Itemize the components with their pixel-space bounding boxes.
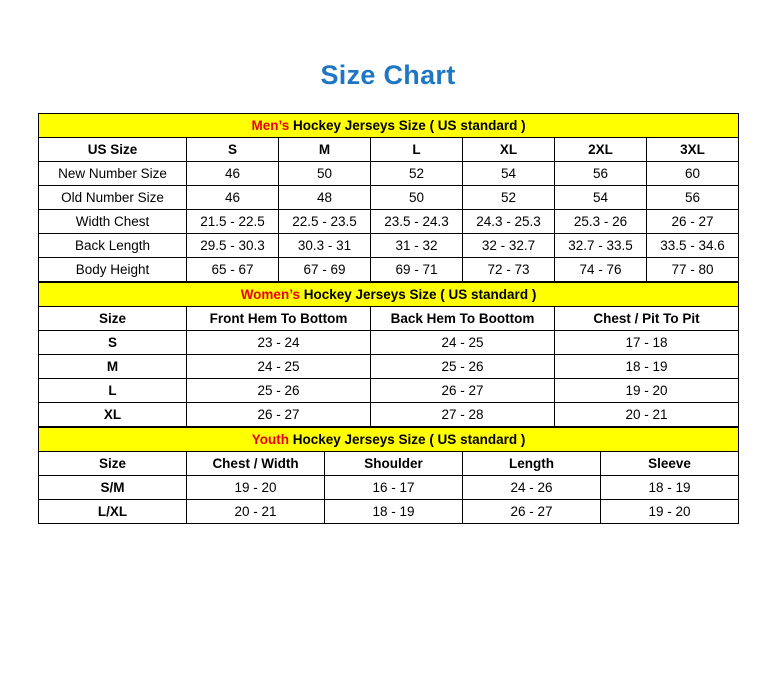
cell: 46 <box>187 186 279 210</box>
row-label: Back Length <box>39 234 187 258</box>
row-label: S/M <box>39 476 187 500</box>
table-row <box>39 379 739 403</box>
table-band-row <box>39 114 739 138</box>
cell: 17 - 18 <box>555 331 739 355</box>
cell: 29.5 - 30.3 <box>187 234 279 258</box>
cell: 50 <box>279 162 371 186</box>
cell: 33.5 - 34.6 <box>647 234 739 258</box>
cell: 23.5 - 24.3 <box>371 210 463 234</box>
cell: 24 - 25 <box>371 331 555 355</box>
cell: 72 - 73 <box>463 258 555 282</box>
mens-size-table <box>38 113 739 282</box>
womens-col-header: Front Hem To Bottom <box>187 307 371 331</box>
womens-size-table <box>38 282 739 427</box>
size-chart-tables <box>38 113 738 524</box>
youth-col-header: Chest / Width <box>187 452 325 476</box>
cell: 56 <box>647 186 739 210</box>
table-row <box>39 234 739 258</box>
mens-col-header: S <box>187 138 279 162</box>
mens-col-header: XL <box>463 138 555 162</box>
cell: 69 - 71 <box>371 258 463 282</box>
cell: 32.7 - 33.5 <box>555 234 647 258</box>
table-row <box>39 355 739 379</box>
cell: 46 <box>187 162 279 186</box>
cell: 25.3 - 26 <box>555 210 647 234</box>
cell: 60 <box>647 162 739 186</box>
table-row <box>39 500 739 524</box>
table-header-row <box>39 138 739 162</box>
cell: 16 - 17 <box>325 476 463 500</box>
cell: 18 - 19 <box>601 476 739 500</box>
youth-band-accent: Youth <box>251 432 289 447</box>
cell: 27 - 28 <box>371 403 555 427</box>
cell: 19 - 20 <box>187 476 325 500</box>
cell: 52 <box>371 162 463 186</box>
cell: 54 <box>555 186 647 210</box>
youth-band <box>39 428 739 452</box>
cell: 19 - 20 <box>601 500 739 524</box>
cell: 25 - 26 <box>371 355 555 379</box>
row-label: S <box>39 331 187 355</box>
mens-col-header: M <box>279 138 371 162</box>
mens-col-header: 2XL <box>555 138 647 162</box>
row-label: New Number Size <box>39 162 187 186</box>
cell: 77 - 80 <box>647 258 739 282</box>
table-row <box>39 162 739 186</box>
womens-band-rest: Hockey Jerseys Size ( US standard ) <box>299 287 537 302</box>
cell: 52 <box>463 186 555 210</box>
table-band-row <box>39 428 739 452</box>
row-label: Body Height <box>39 258 187 282</box>
mens-band-accent: Men’s <box>251 118 290 133</box>
table-row <box>39 258 739 282</box>
cell: 23 - 24 <box>187 331 371 355</box>
row-label: XL <box>39 403 187 427</box>
table-header-row <box>39 452 739 476</box>
cell: 20 - 21 <box>187 500 325 524</box>
mens-col-header: US Size <box>39 138 187 162</box>
mens-col-header: L <box>371 138 463 162</box>
cell: 24 - 26 <box>463 476 601 500</box>
cell: 18 - 19 <box>325 500 463 524</box>
cell: 19 - 20 <box>555 379 739 403</box>
youth-col-header: Shoulder <box>325 452 463 476</box>
youth-col-header: Length <box>463 452 601 476</box>
cell: 65 - 67 <box>187 258 279 282</box>
cell: 20 - 21 <box>555 403 739 427</box>
womens-band-accent: Women’s <box>240 287 300 302</box>
mens-col-header: 3XL <box>647 138 739 162</box>
row-label: M <box>39 355 187 379</box>
cell: 21.5 - 22.5 <box>187 210 279 234</box>
womens-col-header: Chest / Pit To Pit <box>555 307 739 331</box>
row-label: L <box>39 379 187 403</box>
cell: 22.5 - 23.5 <box>279 210 371 234</box>
row-label: Width Chest <box>39 210 187 234</box>
page-title: Size Chart <box>320 60 456 90</box>
youth-col-header: Sleeve <box>601 452 739 476</box>
womens-band <box>39 283 739 307</box>
womens-col-header: Back Hem To Boottom <box>371 307 555 331</box>
cell: 24 - 25 <box>187 355 371 379</box>
cell: 67 - 69 <box>279 258 371 282</box>
youth-col-header: Size <box>39 452 187 476</box>
table-row <box>39 331 739 355</box>
youth-size-table <box>38 427 739 524</box>
cell: 32 - 32.7 <box>463 234 555 258</box>
table-row <box>39 403 739 427</box>
cell: 18 - 19 <box>555 355 739 379</box>
row-label: Old Number Size <box>39 186 187 210</box>
row-label: L/XL <box>39 500 187 524</box>
cell: 24.3 - 25.3 <box>463 210 555 234</box>
cell: 54 <box>463 162 555 186</box>
cell: 30.3 - 31 <box>279 234 371 258</box>
mens-band <box>39 114 739 138</box>
cell: 25 - 26 <box>187 379 371 403</box>
cell: 26 - 27 <box>371 379 555 403</box>
cell: 31 - 32 <box>371 234 463 258</box>
cell: 50 <box>371 186 463 210</box>
table-header-row <box>39 307 739 331</box>
table-band-row <box>39 283 739 307</box>
table-row <box>39 210 739 234</box>
table-row <box>39 476 739 500</box>
mens-band-rest: Hockey Jerseys Size ( US standard ) <box>289 118 526 133</box>
womens-col-header: Size <box>39 307 187 331</box>
youth-band-rest: Hockey Jerseys Size ( US standard ) <box>288 432 526 447</box>
cell: 48 <box>279 186 371 210</box>
cell: 26 - 27 <box>647 210 739 234</box>
cell: 74 - 76 <box>555 258 647 282</box>
table-row <box>39 186 739 210</box>
cell: 26 - 27 <box>187 403 371 427</box>
cell: 26 - 27 <box>463 500 601 524</box>
cell: 56 <box>555 162 647 186</box>
